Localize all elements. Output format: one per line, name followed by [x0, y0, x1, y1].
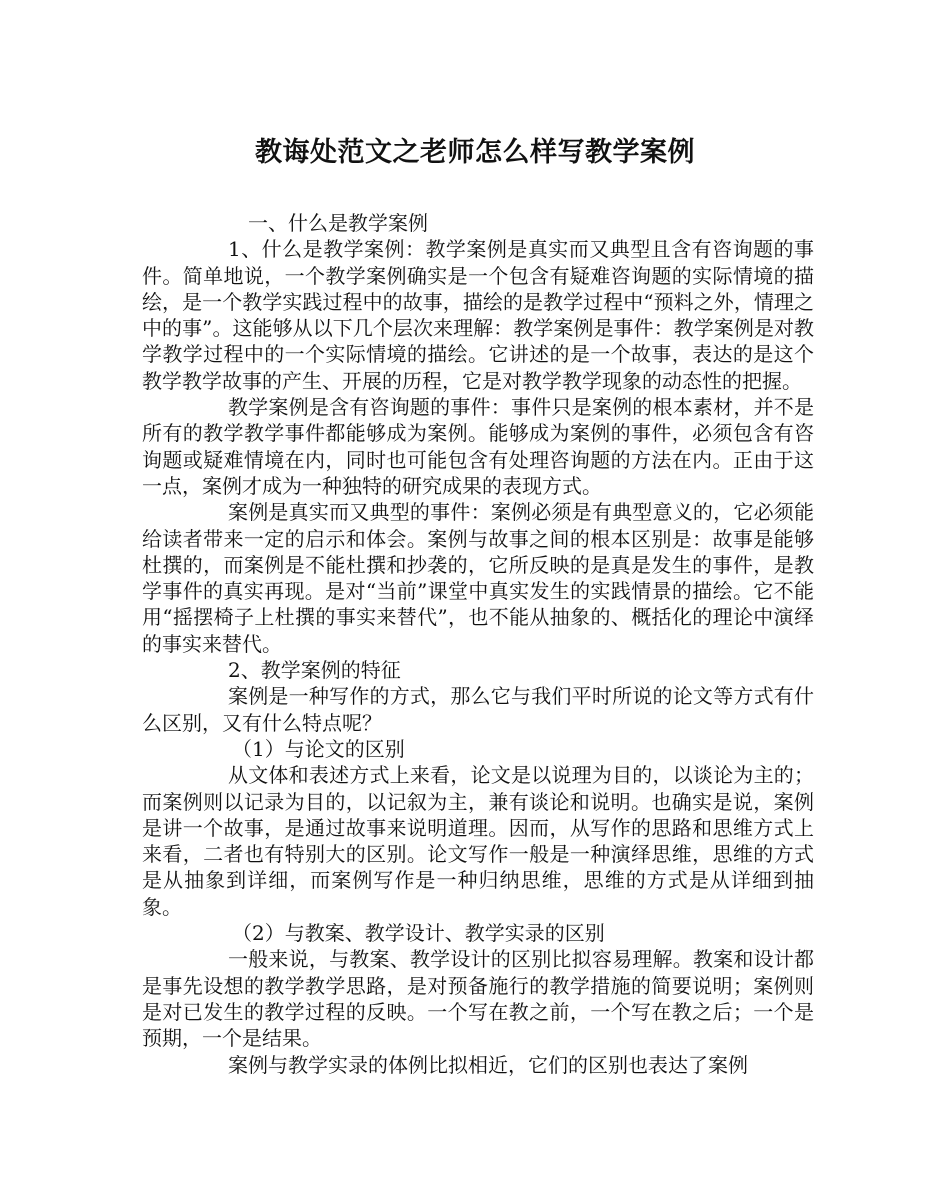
document-title: 教诲处范文之老师怎么样写教学案例 [255, 137, 695, 168]
subsection-heading: （1）与论文的区别 [232, 736, 405, 761]
paragraph: 1、什么是教学案例：教学案例是真实而又典型且含有咨询题的事件。简单地说，一个教学案例确实是一个包含有疑难咨询题的实际情境的描绘，是一个教学实践过程中的故事，描绘的是教学过程中“预料之外，情理之中的事”。这能够从以下几个层次来理解：教学案例是事件：教学案例是对教学教学过程中的一个实际情境的描绘。它讲述的是一个故事，表达的是这个教学教学故事的产生、开展的历程，它是对教学教学现象的动态性的把握。 [142, 237, 814, 393]
paragraph: 教学案例是含有咨询题的事件：事件只是案例的根本素材，并不是所有的教学教学事件都能够成为案例。能够成为案例的事件，必须包含有咨询题或疑难情境在内，同时也可能包含有处理咨询题的方法在内。正由于这一点，案例才成为一种独特的研究成果的表现方式。 [142, 395, 814, 498]
paragraph: 从文体和表述方式上来看，论文是以说理为目的，以谈论为主的；而案例则以记录为目的，以记叙为主，兼有谈论和说明。也确实是说，案例是讲一个故事，是通过故事来说明道理。因而，从写作的思路和思维方式上来看，二者也有特别大的区别。论文写作一般是一种演绎思维，思维的方式是从抽象到详细，而案例写作是一种归纳思维，思维的方式是从详细到抽象。 [142, 763, 814, 919]
paragraph: 案例与教学实录的体例比拟相近，它们的区别也表达了案例 [228, 1052, 748, 1077]
subsection-heading: 2、教学案例的特征 [228, 658, 401, 683]
subsection-heading: （2）与教案、教学设计、教学实录的区别 [232, 921, 605, 946]
paragraph: 一般来说，与教案、教学设计的区别比拟容易理解。教案和设计都是事先设想的教学教学思路，是对预备施行的教学措施的简要说明；案例则是对已发生的教学过程的反映。一个写在教之前，一个写在教之后；一个是预期，一个是结果。 [142, 947, 814, 1051]
section-heading: 一、什么是教学案例 [248, 211, 428, 235]
document-body [142, 210, 814, 1078]
paragraph: 案例是一种写作的方式，那么它与我们平时所说的论文等方式有什么区别，又有什么特点呢？ [142, 684, 814, 735]
paragraph: 案例是真实而又典型的事件：案例必须是有典型意义的，它必须能给读者带来一定的启示和体会。案例与故事之间的根本区别是：故事是能够杜撰的，而案例是不能杜撰和抄袭的，它所反映的是真是发生的事件，是教学事件的真实再现。是对“当前”课堂中真实发生的实践情景的描绘。它不能用“摇摆椅子上杜撰的事实来替代”，也不能从抽象的、概括化的理论中演绎的事实来替代。 [142, 500, 814, 656]
